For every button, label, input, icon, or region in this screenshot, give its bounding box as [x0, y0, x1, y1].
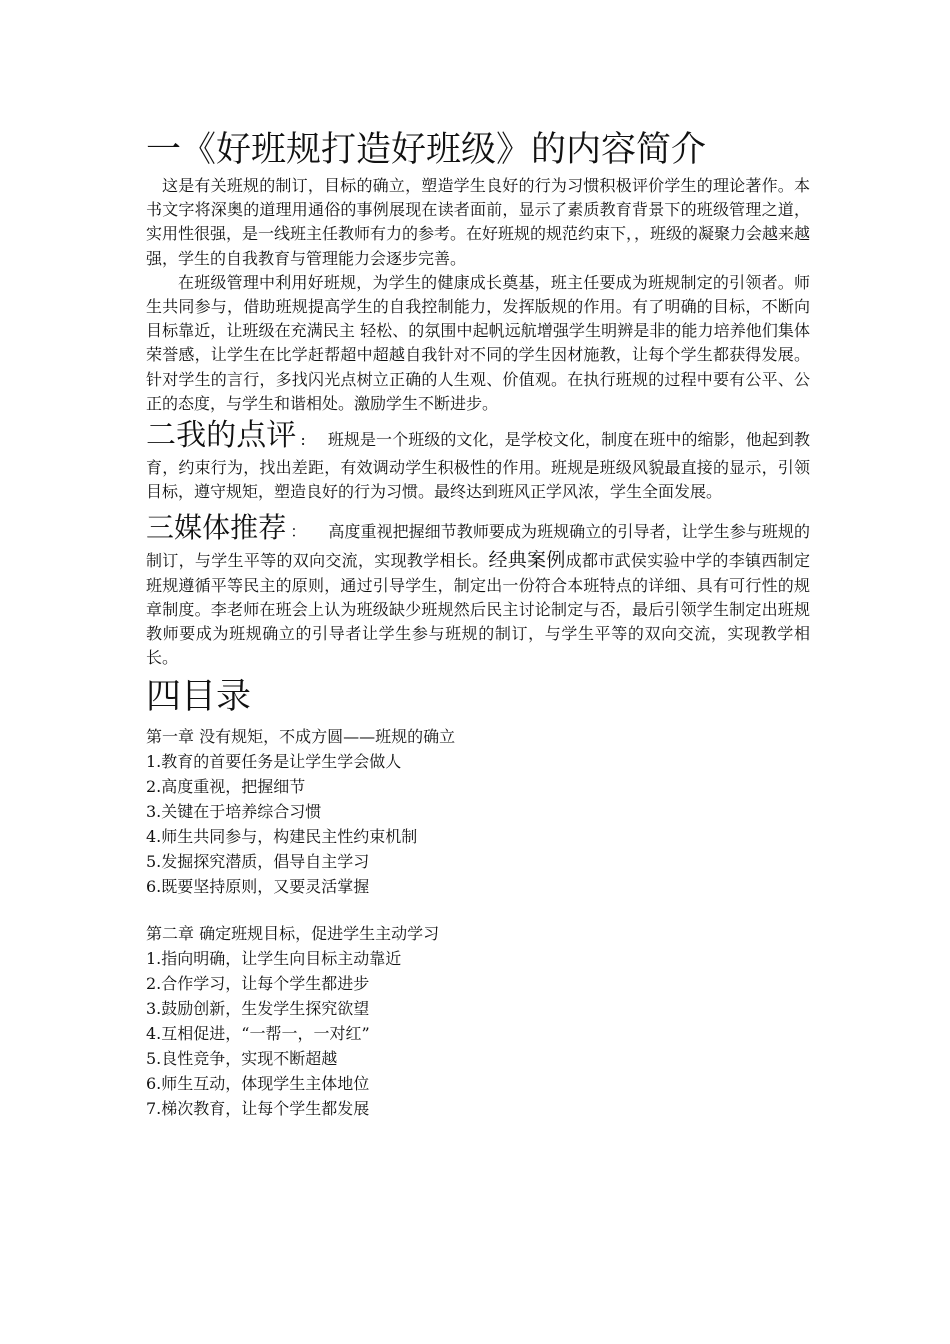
toc-item: 5.良性竞争，实现不断超越 — [146, 1049, 338, 1069]
toc-heading: 四目录 — [146, 677, 252, 718]
section2-heading: 二我的点评 — [146, 418, 297, 454]
toc-chapter-1 — [146, 724, 810, 899]
section3-text-a: 高度重视把握细节教师要成为班规确立的引导者，让学生参与班规的制订，与学生平等的双向交流，实现教学相长。 — [146, 522, 810, 571]
section1-paragraph-1: 这是有关班规的制订，目标的确立，塑造学生良好的行为习惯积极评价学生的理论著作。本书文字将深奥的道理用通俗的事例展现在读者面前，显示了素质教育背景下的班级管理之道，实用性很强，是一线班主任教师有力的参考。在好班规的规范约束下，，班级的凝聚力会越来越强，学生的自我教育与管理能力会逐步完善。 — [146, 176, 811, 268]
section3-case-label: 经典案例 — [488, 549, 566, 572]
section2 — [146, 416, 810, 504]
section2-colon: : — [300, 430, 306, 450]
document-page — [146, 128, 810, 1121]
toc-item: 4.师生共同参与，构建民主性约束机制 — [146, 827, 418, 847]
toc-chapter-1-title: 第一章 没有规矩，不成方圆——班规的确立 — [146, 727, 456, 747]
toc-item: 7.梯次教育，让每个学生都发展 — [146, 1099, 370, 1119]
toc-chapter-2-title: 第二章 确定班规目标，促进学生主动学习 — [146, 924, 440, 944]
toc-item: 3.鼓励创新，生发学生探究欲望 — [146, 999, 370, 1019]
toc-item: 4.互相促进，“一帮一，一对红” — [146, 1024, 370, 1044]
section3-colon: ： — [290, 522, 307, 542]
section3-heading: 三媒体推荐 — [146, 511, 287, 545]
toc-item: 2.高度重视，把握细节 — [146, 777, 306, 797]
toc-item: 3.关键在于培养综合习惯 — [146, 802, 322, 822]
section3 — [146, 508, 810, 670]
toc-item: 1.教育的首要任务是让学生学会做人 — [146, 752, 402, 772]
toc-chapter-2 — [146, 921, 810, 1121]
toc-item: 6.师生互动，体现学生主体地位 — [146, 1074, 370, 1094]
toc-item: 6.既要坚持原则，又要灵活掌握 — [146, 877, 370, 897]
section2-text: 班规是一个班级的文化，是学校文化，制度在班中的缩影，他起到教育，约束行为，找出差距，有效调动学生积极性的作用。班规是班级风貌最直接的显示，引领目标，遵守规矩，塑造良好的行为习惯。最终达到班风正学风浓，学生全面发展。 — [146, 430, 810, 502]
toc-item: 5.发掘探究潜质，倡导自主学习 — [146, 852, 370, 872]
section3-text-b: 成都市武侯实验中学的李镇西制定班规遵循平等民主的原则，通过引导学生，制定出一份符合本班特点的详细、具有可行性的规章制度。李老师在班会上认为班级缺少班规然后民主讨论制定与否，最后引领学生制定出班规教师要成为班规确立的引导者让学生参与班规的制订，与学生平等的双向交流，实现教学相长。 — [146, 551, 810, 668]
toc-item: 1.指向明确，让学生向目标主动靠近 — [146, 949, 402, 969]
section1-heading: 一《好班规打造好班级》的内容简介 — [146, 130, 707, 170]
toc-spacer — [146, 899, 810, 921]
toc-item: 2.合作学习，让每个学生都进步 — [146, 974, 370, 994]
section1-paragraph-2: 在班级管理中利用好班规，为学生的健康成长奠基，班主任要成为班规制定的引领者。师生共同参与，借助班规提高学生的自我控制能力，发挥版规的作用。有了明确的目标，不断向目标靠近，让班级在充满民主 轻松、的氛围中起帆远航增强学生明辨是非的能力培养他们集体荣誉感，让学生在比学赶帮超中超越自我针对不同的学生因材施教，让每个学生都获得发展。针对学生的言行，多找闪光点树立正确的人生观、价值观。在执行班规的过程中要有公平、公正的态度，与学生和谐相处。激励学生不断进步。 — [146, 272, 810, 413]
